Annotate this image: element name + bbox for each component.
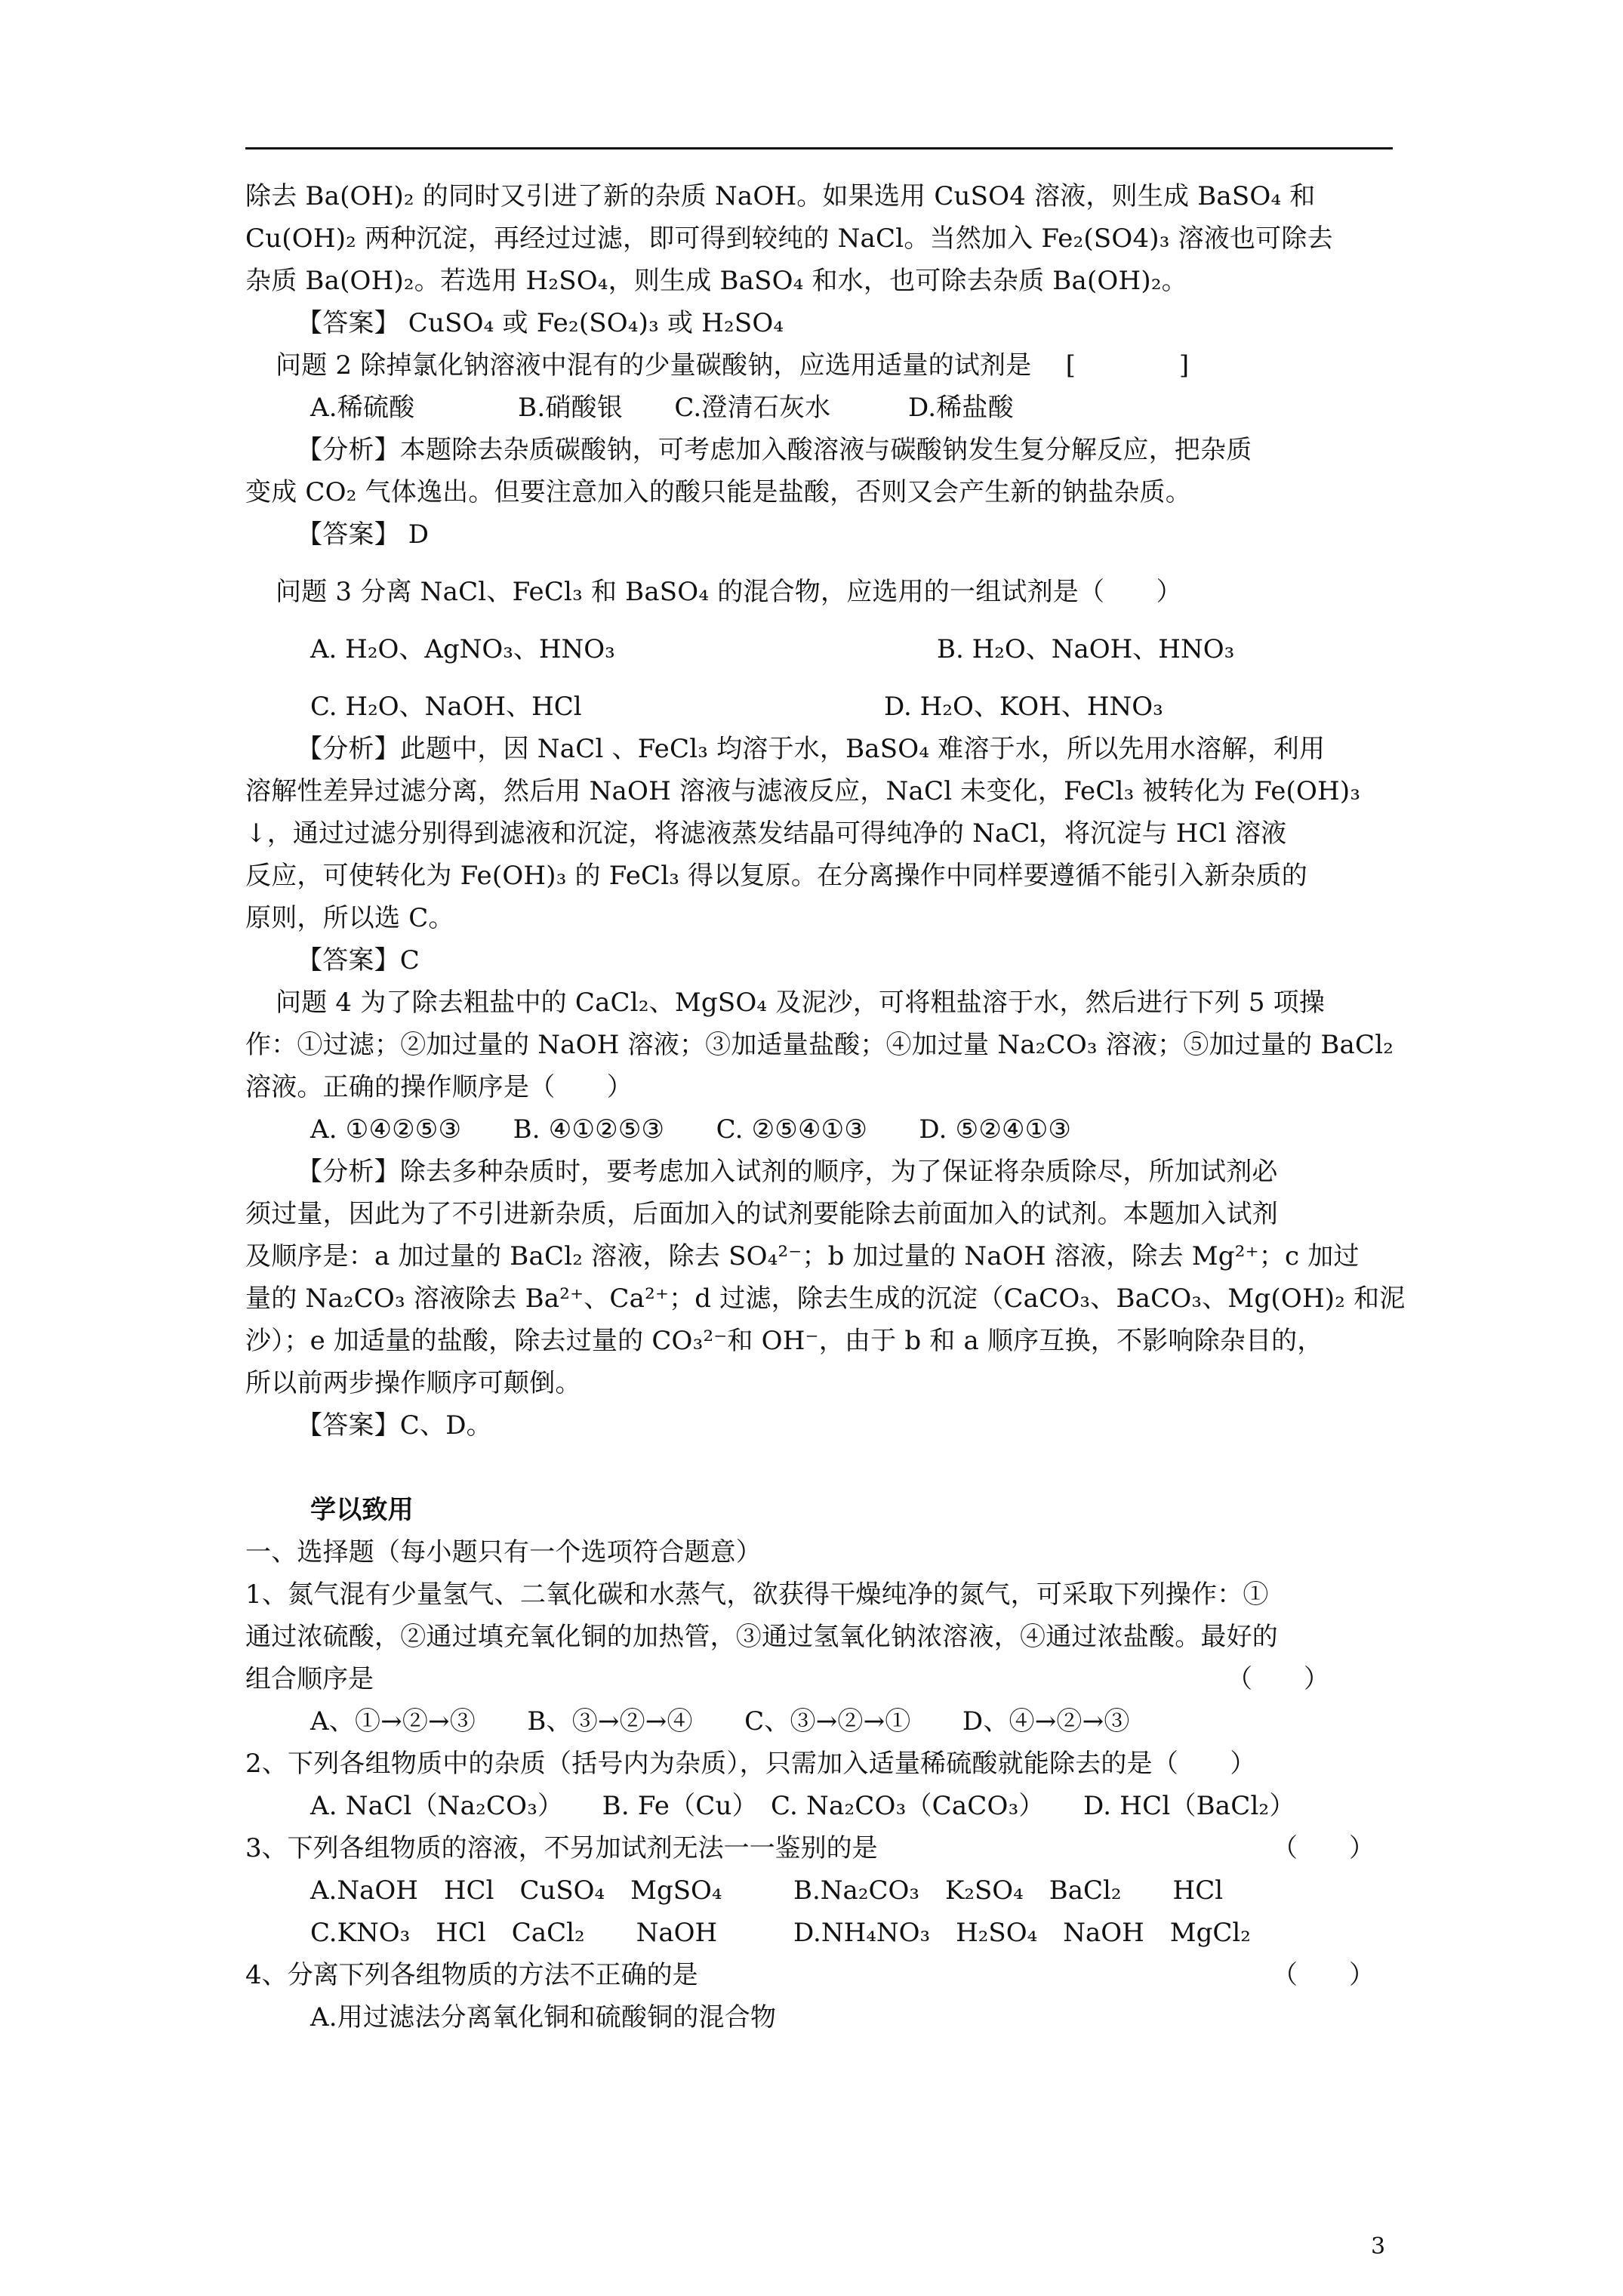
text-line: 原则，所以选 C。 bbox=[245, 903, 454, 933]
exercise-3-options-row1 bbox=[245, 1869, 1393, 1912]
page-content bbox=[245, 175, 1406, 2039]
question-3: 问题 3 分离 NaCl、FeCl₃ 和 BaSO₄ 的混合物，应选用的一组试剂是（ ） bbox=[276, 577, 1182, 607]
option-b: B. H₂O、NaOH、HNO₃ bbox=[937, 634, 1235, 664]
option-a: A. H₂O、AgNO₃、HNO₃ bbox=[310, 634, 615, 664]
option-b: B.Na₂CO₃ K₂SO₄ BaCl₂ HCl bbox=[793, 1875, 1224, 1906]
text-line: Cu(OH)₂ 两种沉淀，再经过过滤，即可得到较纯的 NaCl。当然加入 Fe₂(SO4)₃ 溶液也可除去 bbox=[245, 223, 1333, 254]
question-3-options-row2 bbox=[245, 686, 1393, 728]
exercise-3-options-row2 bbox=[245, 1912, 1393, 1954]
question-4-options: A. ①④②⑤③ B. ④①②⑤③ C. ②⑤④①③ D. ⑤②④①③ bbox=[310, 1114, 1072, 1145]
option-d: D.NH₄NO₃ H₂SO₄ NaOH MgCl₂ bbox=[793, 1918, 1251, 1948]
analysis-line: 【分析】本题除去杂质碳酸钠，可考虑加入酸溶液与碳酸钠发生复分解反应，把杂质 bbox=[297, 435, 1252, 465]
exercise-4-stem bbox=[245, 1954, 1393, 1996]
question-3-options-row1 bbox=[245, 628, 1393, 670]
page-number: 3 bbox=[1371, 2233, 1386, 2260]
question-4: 问题 4 为了除去粗盐中的 CaCl₂、MgSO₄ 及泥沙，可将粗盐溶于水，然后进行下列 5 项操 bbox=[276, 988, 1326, 1018]
section-heading: 学以致用 bbox=[310, 1495, 414, 1525]
answer-line: 【答案】 CuSO₄ 或 Fe₂(SO₄)₃ 或 H₂SO₄ bbox=[297, 308, 784, 338]
analysis-line: 【分析】除去多种杂质时，要考虑加入试剂的顺序，为了保证将杂质除尽，所加试剂必 bbox=[297, 1157, 1278, 1187]
exercise-1-stem-end bbox=[245, 1658, 1393, 1700]
text-line: ↓，通过过滤分别得到滤液和沉淀，将滤液蒸发结晶可得纯净的 NaCl，将沉淀与 HCl 溶液 bbox=[245, 818, 1287, 849]
text-line: 须过量，因此为了不引进新杂质，后面加入的试剂要能除去前面加入的试剂。本题加入试剂 bbox=[245, 1199, 1278, 1229]
text-line: 变成 CO₂ 气体逸出。但要注意加入的酸只能是盐酸，否则又会产生新的钠盐杂质。 bbox=[245, 477, 1191, 507]
text-line: 量的 Na₂CO₃ 溶液除去 Ba²⁺、Ca²⁺；d 过滤，除去生成的沉淀（CaCO₃、BaCO₃、Mg(OH)₂ 和泥 bbox=[245, 1284, 1406, 1314]
answer-blank: （ ） bbox=[1227, 1664, 1329, 1694]
text-line: 及顺序是：a 加过量的 BaCl₂ 溶液，除去 SO₄²⁻；b 加过量的 NaOH 溶液，除去 Mg²⁺；c 加过 bbox=[245, 1241, 1360, 1271]
analysis-line: 【分析】此题中，因 NaCl 、FeCl₃ 均溶于水，BaSO₄ 难溶于水，所以先用水溶解，利用 bbox=[297, 734, 1326, 764]
option-a: A.NaOH HCl CuSO₄ MgSO₄ bbox=[310, 1875, 722, 1906]
exercise-2: 2、下列各组物质中的杂质（括号内为杂质），只需加入适量稀硫酸就能除去的是（ ） bbox=[245, 1749, 1256, 1779]
answer-line: 【答案】 D bbox=[297, 519, 430, 550]
answer-blank: （ ） bbox=[1272, 1960, 1375, 1990]
option-c: C.KNO₃ HCl CaCl₂ NaOH bbox=[310, 1918, 718, 1948]
exercise-1: 1、氮气混有少量氢气、二氧化碳和水蒸气，欲获得干燥纯净的氮气，可采取下列操作：① bbox=[245, 1579, 1269, 1610]
header-rule bbox=[245, 147, 1393, 149]
question-2: 问题 2 除掉氯化钠溶液中混有的少量碳酸钠，应选用适量的试剂是 [ ] bbox=[276, 350, 1190, 381]
text-line: 溶解性差异过滤分离，然后用 NaOH 溶液与滤液反应，NaCl 未变化，FeCl₃ 被转化为 Fe(OH)₃ bbox=[245, 776, 1361, 806]
question-2-options: A.稀硫酸 B.硝酸银 C.澄清石灰水 D.稀盐酸 bbox=[310, 393, 1014, 423]
text-line: 所以前两步操作顺序可颠倒。 bbox=[245, 1368, 581, 1398]
text-line: 作：①过滤；②加过量的 NaOH 溶液；③加适量盐酸；④加过量 Na₂CO₃ 溶液；⑤加过量的 BaCl₂ bbox=[245, 1030, 1394, 1060]
text-line: 反应，可使转化为 Fe(OH)₃ 的 FeCl₃ 得以复原。在分离操作中同样要遵循不能引入新杂质的 bbox=[245, 861, 1307, 891]
answer-line: 【答案】C、D。 bbox=[297, 1410, 492, 1441]
section-subheading: 一、选择题（每小题只有一个选项符合题意） bbox=[245, 1537, 762, 1567]
exercise-4-option-a: A.用过滤法分离氧化铜和硫酸铜的混合物 bbox=[310, 2002, 777, 2032]
exercise-2-options: A. NaCl（Na₂CO₃） B. Fe（Cu） C. Na₂CO₃（CaCO₃） D. HCl（BaCl₂） bbox=[310, 1791, 1295, 1821]
text-line: 除去 Ba(OH)₂ 的同时又引进了新的杂质 NaOH。如果选用 CuSO4 溶液，则生成 BaSO₄ 和 bbox=[245, 181, 1316, 211]
exercise-3: 3、下列各组物质的溶液，不另加试剂无法一一鉴别的是 bbox=[245, 1833, 878, 1863]
text-line: 沙）；e 加适量的盐酸，除去过量的 CO₃²⁻和 OH⁻，由于 b 和 a 顺序互换，不影响除杂目的， bbox=[245, 1326, 1323, 1356]
text-line: 溶液。正确的操作顺序是（ ） bbox=[245, 1072, 633, 1102]
exercise-3-stem bbox=[245, 1827, 1393, 1869]
exercise-4: 4、分离下列各组物质的方法不正确的是 bbox=[245, 1960, 698, 1990]
option-c: C. H₂O、NaOH、HCl bbox=[310, 692, 582, 722]
text-line: 组合顺序是 bbox=[245, 1664, 374, 1694]
option-d: D. H₂O、KOH、HNO₃ bbox=[884, 692, 1163, 722]
answer-blank: （ ） bbox=[1272, 1833, 1375, 1863]
text-line: 通过浓硫酸，②通过填充氧化铜的加热管，③通过氢氧化钠浓溶液，④通过浓盐酸。最好的 bbox=[245, 1622, 1278, 1652]
answer-line: 【答案】C bbox=[297, 945, 420, 975]
exercise-1-options: A、①→②→③ B、③→②→④ C、③→②→① D、④→②→③ bbox=[310, 1706, 1130, 1737]
text-line: 杂质 Ba(OH)₂。若选用 H₂SO₄，则生成 BaSO₄ 和水，也可除去杂质 Ba(OH)₂。 bbox=[245, 266, 1187, 296]
